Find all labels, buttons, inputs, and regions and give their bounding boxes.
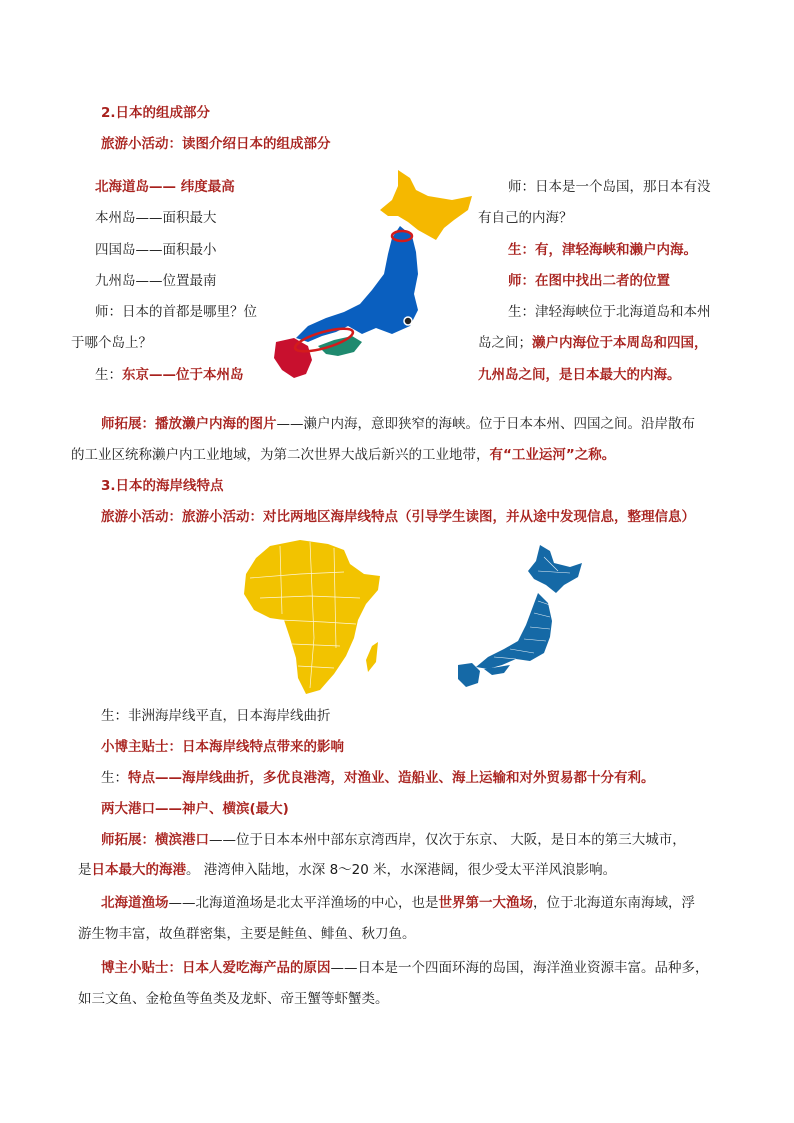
japan-islands-map — [268, 166, 474, 380]
yokohama-line2: 是日本最大的海港。 港湾伸入陆地，水深 8～20 米，水深港阔，很少受太平洋风浪影响。 — [78, 862, 617, 878]
honshu-island — [296, 226, 418, 342]
student-location-line2: 岛之间；濑户内海位于本周岛和四国， — [478, 335, 708, 351]
student-coastline-compare: 生：非洲海岸线平直，日本海岸线曲折 — [101, 708, 331, 724]
two-ports: 两大港口——神户、横滨(最大) — [101, 801, 289, 817]
activity-coastline: 旅游小活动：旅游小活动：对比两地区海岸线特点（引导学生读图，并从途中发现信息，整理信息） — [101, 509, 695, 525]
teacher-inland-sea-q1: 师：日本是一个岛国，那日本有没 — [508, 179, 711, 195]
honshu-label: 本州岛——面积最大 — [95, 210, 217, 226]
seto-extension-line1: 师拓展：播放濑户内海的图片——濑户内海，意即狭窄的海峡。位于日本本州、四国之间。沿岸散布 — [101, 416, 695, 432]
student-coastline-feature: 生：特点——海岸线曲折，多优良港湾，对渔业、造船业、海上运输和对外贸易都十分有利。 — [101, 770, 655, 786]
teacher-find-location: 师：在图中找出二者的位置 — [508, 273, 670, 289]
student-inland-sea-answer: 生：有，津轻海峡和濑户内海。 — [508, 242, 697, 258]
japan-coastline-map — [454, 541, 584, 689]
kyushu-label: 九州岛——位置最南 — [95, 273, 217, 289]
fishery-line2: 游生物丰富，故鱼群密集，主要是鲑鱼、鲱鱼、秋刀鱼。 — [78, 926, 416, 942]
student-location-line1: 生：津轻海峡位于北海道岛和本州 — [508, 304, 711, 320]
section-heading-composition: 2.日本的组成部分 — [101, 105, 211, 121]
student-answer-capital: 生：东京——位于本州岛 — [95, 367, 244, 383]
hokkaido-label: 北海道岛—— 纬度最高 — [95, 179, 235, 195]
tip-coastline-impact: 小博主贴士：日本海岸线特点带来的影响 — [101, 739, 344, 755]
tokyo-marker — [404, 317, 412, 325]
yokohama-line1: 师拓展：横滨港口——位于日本本州中部东京湾西岸，仅次于东京、 大阪，是日本的第三大城市， — [101, 832, 686, 848]
shikoku-label: 四国岛——面积最小 — [95, 242, 217, 258]
seafood-line1: 博主小贴士：日本人爱吃海产品的原因——日本是一个四面环海的岛国，海洋渔业资源丰富。品种多， — [101, 960, 709, 976]
kyushu-island — [274, 338, 312, 378]
africa-map — [240, 538, 388, 698]
hokkaido-island — [380, 170, 472, 240]
fishery-line1: 北海道渔场——北海道渔场是北太平洋渔场的中心，也是世界第一大渔场，位于北海道东南海域，浮 — [101, 895, 695, 911]
teacher-inland-sea-q2: 有自己的内海？ — [478, 210, 573, 226]
seafood-line2: 如三文鱼、金枪鱼等鱼类及龙虾、帝王蟹等虾蟹类。 — [78, 991, 389, 1007]
activity-composition: 旅游小活动：读图介绍日本的组成部分 — [101, 136, 331, 152]
shikoku-island — [318, 336, 362, 356]
student-location-line3: 九州岛之间，是日本最大的内海。 — [478, 367, 681, 383]
teacher-question-line1: 师：日本的首都是哪里？位 — [95, 304, 257, 320]
seto-extension-line2: 的工业区统称濑户内工业地域，为第二次世界大战后新兴的工业地带，有“工业运河”之称。 — [71, 447, 616, 463]
section-heading-coastline: 3.日本的海岸线特点 — [101, 478, 224, 494]
teacher-question-line2: 于哪个岛上？ — [71, 335, 152, 351]
